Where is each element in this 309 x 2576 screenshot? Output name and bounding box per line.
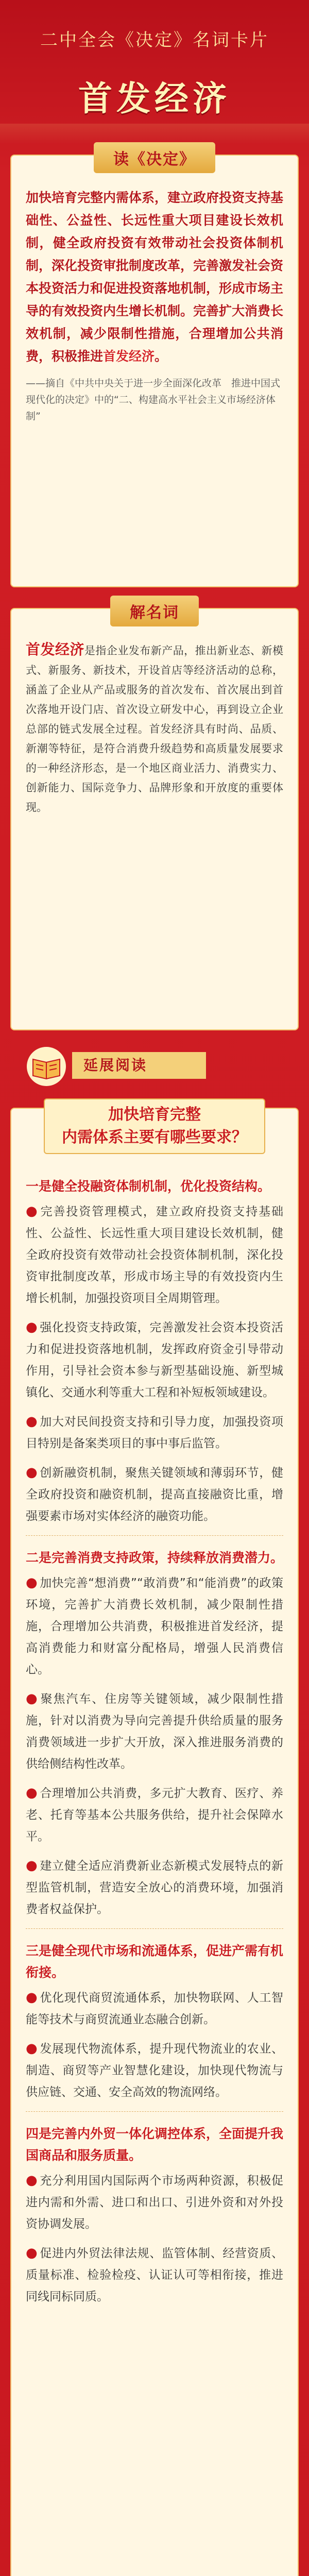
quote-text-end: 。 (154, 349, 168, 364)
section-paragraph (26, 1316, 283, 1403)
section-divider (26, 1928, 283, 1929)
section-title: 四是完善内外贸一体化调控体系，全面提升我国商品和服务质量。 (26, 2126, 284, 2163)
section-paragraph-text: 优化现代商贸流通体系，加快物联网、人工智能等技术与商贸流通业态融合创新。 (26, 1991, 284, 2026)
bullet-icon: ● (26, 2173, 38, 2188)
section-title: 二是完善消费支持政策，持续释放消费潜力。 (26, 1550, 284, 1565)
bullet-icon: ● (26, 1858, 38, 1873)
bullet-icon: ● (26, 1691, 39, 1706)
explain-term: 首发经济 (26, 641, 84, 658)
explain-card (10, 604, 299, 1030)
bullet-icon: ● (26, 1785, 38, 1801)
quote-text (26, 187, 283, 368)
bullet-icon: ● (26, 1204, 39, 1219)
section-paragraph (26, 1782, 283, 1848)
explain-definition: 是指企业发布新产品，推出新业态、新模式、新服务、新技术，开设首店等经济活动的总称，涵盖了企业从产品或服务的首次发布、首次展出到首次落地开设门店、首次设立研发中心，再到设立企业总部的链式发展全过程。首发经济具有时尚、品质、新潮等特征，是符合消费升级趋势和高质量发展要求的一种经济形态，是一个地区商业活力、消费实力、创新能力、国际竞争力、品牌形象和开放度的重要体现。 (26, 645, 283, 814)
open-book-icon (26, 1046, 67, 1087)
section-paragraph-text: 完善投资管理模式，建立政府投资支持基础性、公益性、长远性重大项目建设长效机制，健全政府投资有效带动社会投资体制机制，深化投资审批制度改革，形成市场主导的有效投资内生增长机制，加强投资项目全周期管理。 (26, 1205, 284, 1305)
extended-reading-question-text: 加快培育完整 内需体系主要有哪些要求？ (62, 1106, 247, 1146)
section-paragraph-text: 强化投资支持政策，完善激发社会资本投资活力和促进投资落地机制，发挥政府资金引导带动作用，引导社会资本参与新型基础设施、新型城镇化、交通水利等重大工程和补短板领域建设。 (26, 1321, 284, 1399)
quote-source: ——摘自《中共中央关于进一步全面深化改革 推进中国式现代化的决定》中的“二、构建高水平社会主义市场经济体制” (26, 378, 281, 422)
section-paragraph (26, 2242, 283, 2308)
section-paragraph-text: 促进内外贸法律法规、监管体制、经营资质、质量标准、检验检疫、认证认可等相衔接，推进同线同标同质。 (26, 2247, 284, 2303)
extended-reading-card (10, 1108, 299, 2576)
explain-text (26, 640, 283, 817)
section-paragraph (26, 2038, 283, 2103)
quote-text-main: 加快培育完整内需体系，建立政府投资支持基础性、公益性、长远性重大项目建设长效机制，健全政府投资有效带动社会投资体制机制，深化投资审批制度改革，完善激发社会资本投资活力和促进投资落地机制，形成市场主导的有效投资内生增长机制。完善扩大消费长效机制，减少限制性措施，合理增加公共消费，积极推进 (26, 190, 284, 364)
section-paragraph (26, 1572, 283, 1681)
header (0, 0, 309, 155)
page-title: 首发经济 (78, 78, 231, 118)
section-divider (26, 1535, 283, 1536)
bullet-icon: ● (26, 2041, 38, 2056)
header-subtitle: 二中全会《决定》名词卡片 (40, 30, 269, 50)
bullet-icon: ● (26, 1990, 38, 2005)
explain-card-body (26, 640, 283, 817)
quote-text-highlight: 首发经济 (103, 349, 155, 364)
section-paragraph (26, 1987, 283, 2030)
decorative-stripe (0, 124, 309, 144)
extended-reading-question (44, 1098, 265, 1154)
section-paragraph (26, 1411, 283, 1454)
section-paragraph-text: 加快完善“想消费”“敢消费”和“能消费”的政策环境，完善扩大消费长效机制，减少限制性措施，合理增加公共消费，积极推进首发经济，提高消费能力和财富分配格局，增强人民消费信心。 (26, 1577, 284, 1676)
section-paragraph-text: 合理增加公共消费，多元扩大教育、医疗、养老、托育等基本公共服务供给，提升社会保障水平。 (26, 1787, 284, 1843)
section-title: 一是健全投融资体制机制，优化投资结构。 (26, 1179, 271, 1194)
bullet-icon: ● (26, 2245, 38, 2261)
section-paragraph (26, 2170, 283, 2235)
bullet-icon: ● (26, 1575, 38, 1590)
section-paragraph (26, 1200, 283, 1309)
section-paragraph-text: 充分利用国内国际两个市场两种资源，积极促进内需和外需、进口和出口、引进外资和对外投资协调发展。 (26, 2174, 284, 2231)
section-paragraph-text: 建立健全适应消费新业态新模式发展特点的新型监管机制，营造安全放心的消费环境，加强消费者权益保护。 (26, 1859, 284, 1916)
extended-reading-body (26, 1176, 283, 2315)
section-paragraph (26, 1688, 283, 1775)
section-paragraph-text: 聚焦汽车、住房等关键领域，减少限制性措施，针对以消费为导向完善提升供给质量的服务消费领域进一步扩大开放，深入推进服务消费的供给侧结构性改革。 (26, 1692, 284, 1771)
extended-reading-label: 延展阅读 (72, 1052, 206, 1079)
section-paragraph-text: 发展现代物流体系，提升现代物流业的农业、制造、商贸等产业智慧化建设，加快现代物流与供应链、交通、安全高效的物流网络。 (26, 2042, 284, 2099)
bullet-icon: ● (26, 1414, 38, 1429)
section-paragraph-text: 加大对民间投资支持和引导力度，加强投资项目特别是备案类项目的事中事后监管。 (26, 1415, 284, 1450)
section-divider (26, 2111, 283, 2112)
bullet-icon: ● (26, 1465, 38, 1480)
section-title: 三是健全现代市场和流通体系，促进产需有机衔接。 (26, 1943, 284, 1980)
explain-card-tab: 解名词 (110, 596, 199, 626)
section-paragraph-text: 创新融资机制，聚焦关键领域和薄弱环节，健全政府投资和融资机制，提高直接融资比重，增强要素市场对实体经济的融资功能。 (26, 1466, 284, 1523)
bullet-icon: ● (26, 1319, 38, 1335)
quote-card-body (26, 187, 283, 425)
quote-card (10, 150, 299, 587)
quote-card-tab: 读《决定》 (94, 142, 215, 173)
section-paragraph (26, 1855, 283, 1920)
section-paragraph (26, 1462, 283, 1527)
